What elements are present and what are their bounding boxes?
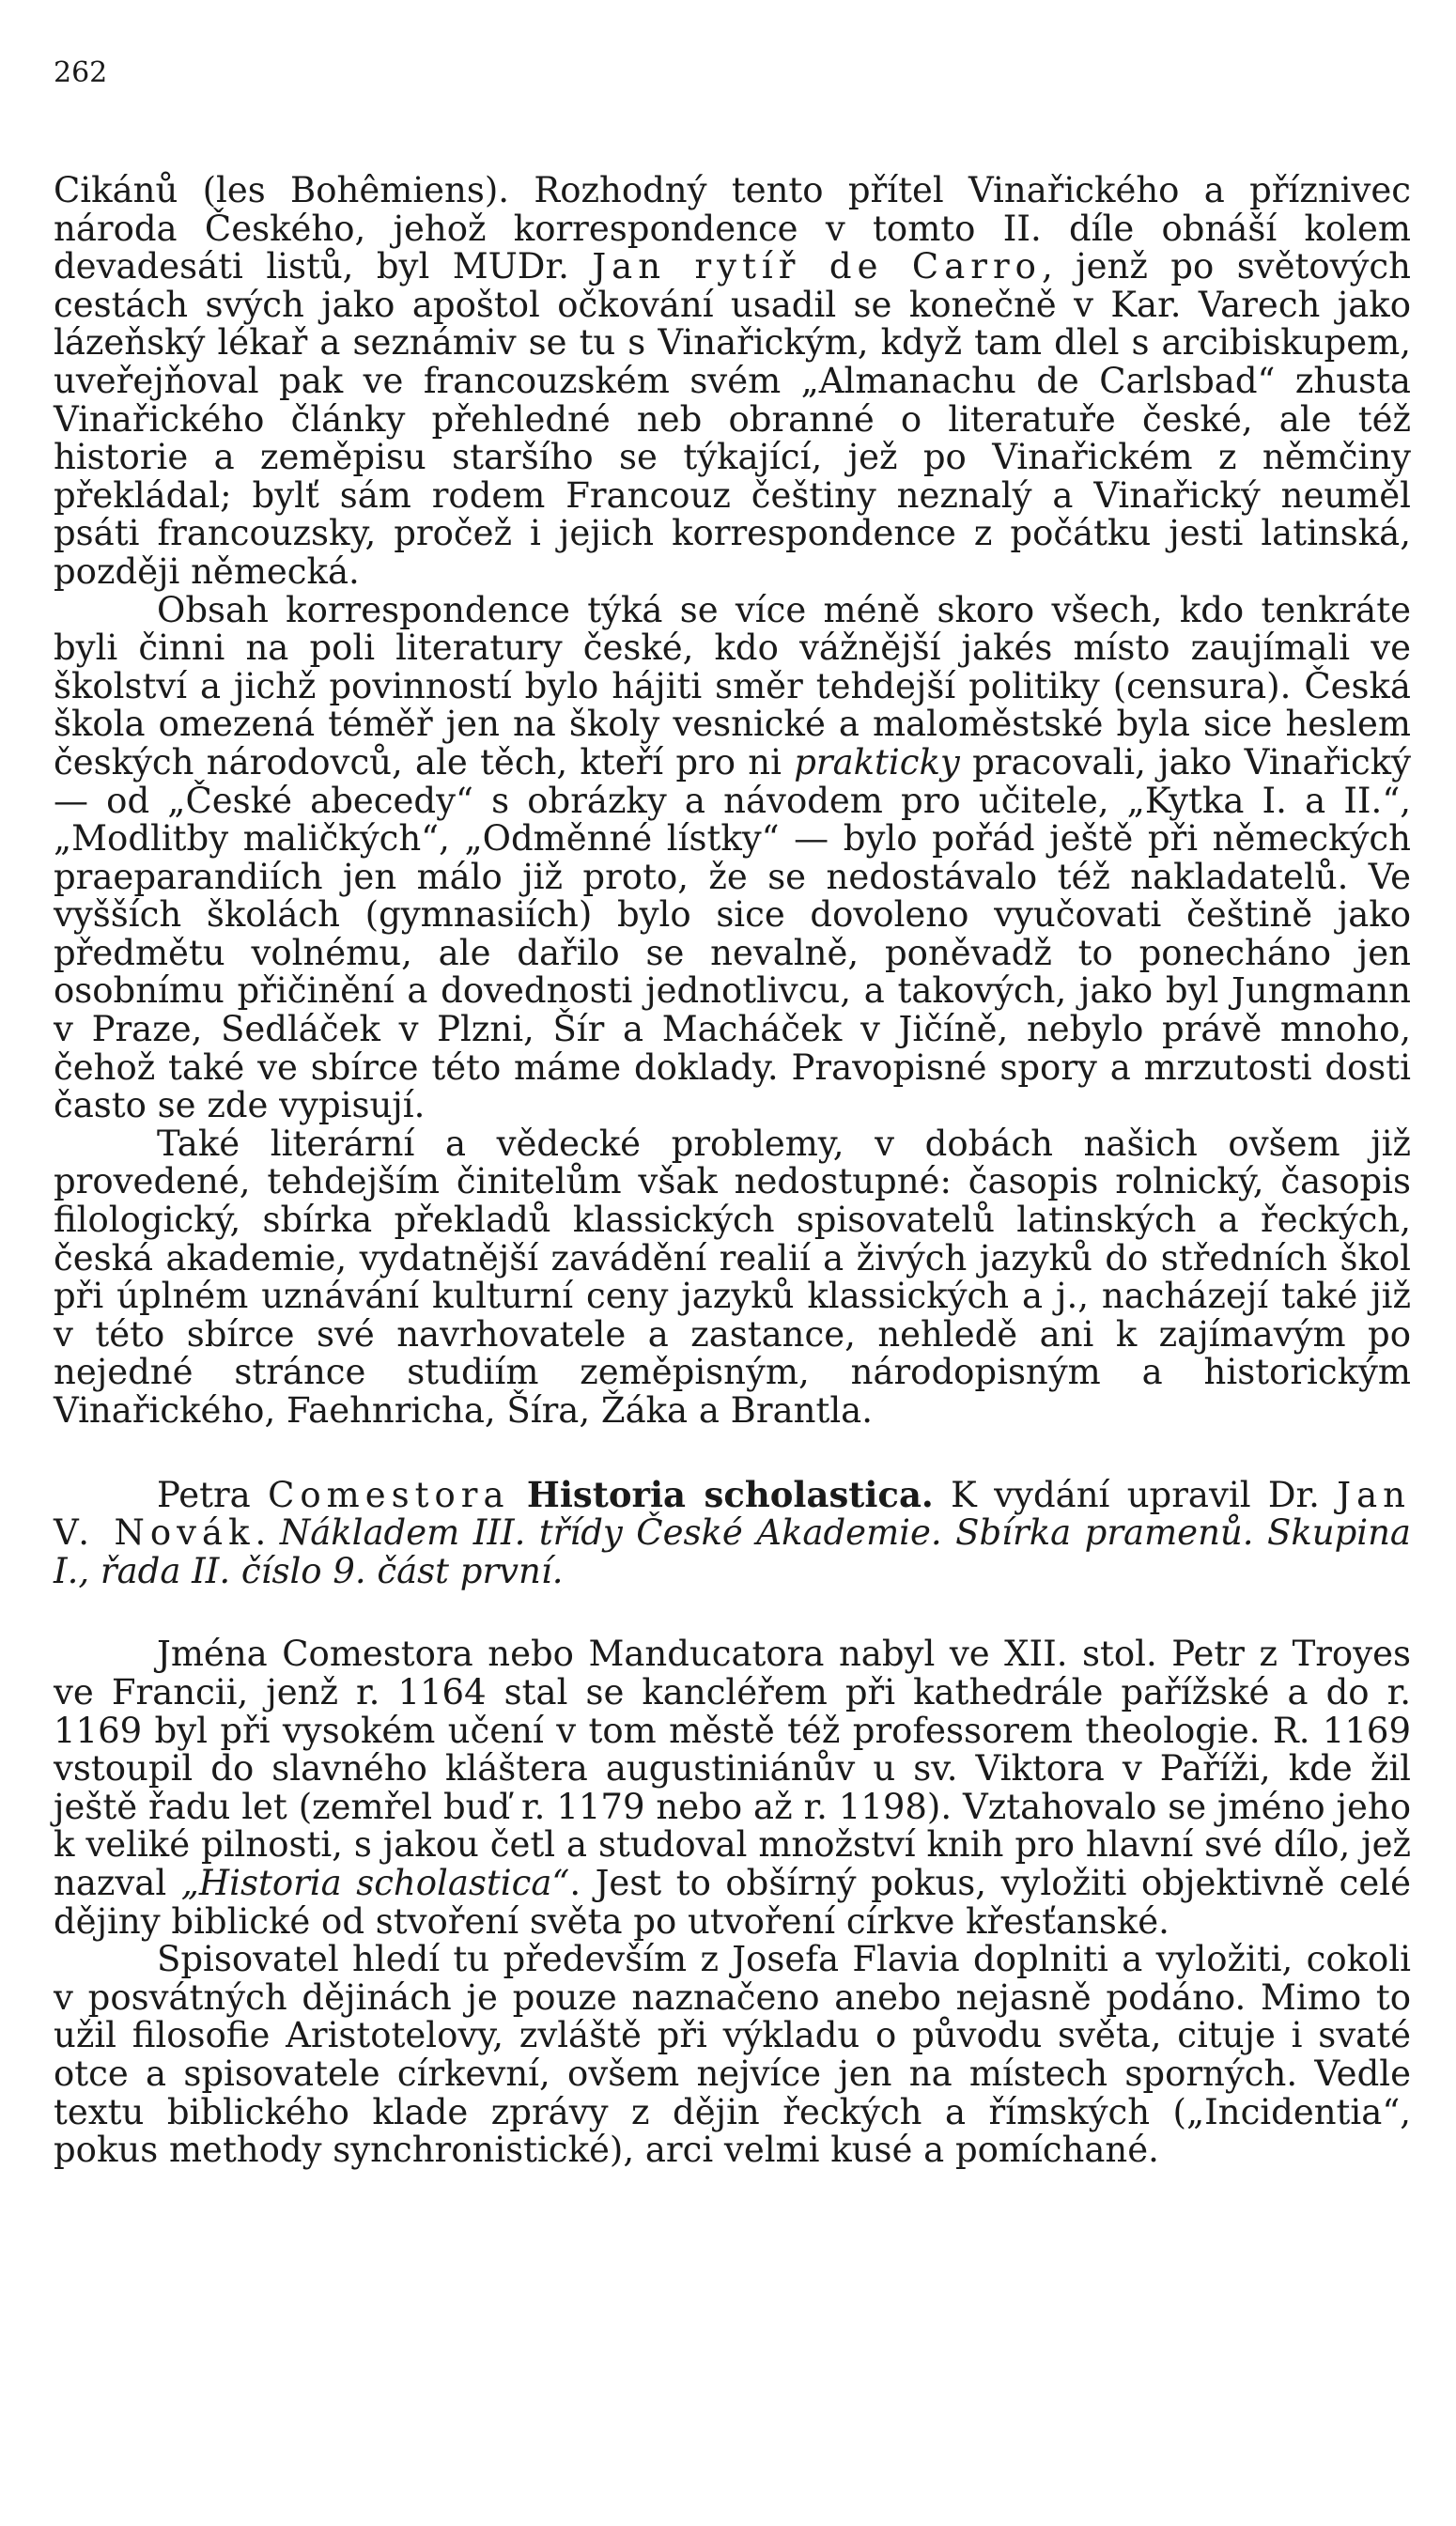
document-page	[54, 56, 1411, 2170]
page-number: 262	[54, 56, 108, 89]
text-run: Jan rytíř de Carro	[592, 246, 1042, 287]
text-run: K vydání upravil Dr.	[933, 1474, 1338, 1515]
paragraph-comestor-name	[54, 1635, 1411, 1941]
text-run	[510, 1475, 527, 1515]
paragraph-comestor-sources	[54, 1941, 1411, 2170]
review-heading-comestor	[54, 1473, 1411, 1591]
paragraph-problems	[54, 1125, 1411, 1431]
text-run: Petra	[157, 1474, 269, 1515]
text-run: Jan V. Novák	[54, 1474, 1411, 1554]
text-run: Nákladem III. třídy České Akademie. Sbírka pramenů. Skupina I., řada II. číslo 9. část první.	[54, 1512, 1411, 1591]
text-run: „Historia scholastica“	[180, 1862, 570, 1903]
text-run: Comestora	[268, 1474, 510, 1515]
text-run: Historia scholastica.	[526, 1473, 934, 1515]
paragraph-correspondence	[54, 589, 1411, 1126]
text-run: Cikánů (les Bohêmiens). Rozhodný tento přítel Vinařického a příznivec národa Českého, jehož korrespondence v tomto II. díle obnáší kolem devadesáti listů, byl MUDr.	[54, 170, 1411, 287]
text-run: pracovali, jako Vinařický — od „České abecedy“ s obrázky a návodem pro učitele, „Kytka I. a II.“, „Modlitby maličkých“, „Odměnné lístky“ — bylo pořád ještě při německých praeparandiích jen málo již proto, že se nedostávalo též nakladatelů. Ve vyšších školách (gymnasiích) bylo sice dovoleno vyučovati češtině jako předmětu volnému, ale dařilo se nevalně, poněvadž to ponecháno jen osobnímu přičinění a dovednosti jednotlivcu, a takových, jako byl Jungmann v Praze, Sedláček v Plzni, Šír a Macháček v Jičíně, nebylo právě mnoho, čehož také ve sbírce této máme doklady. Pravopisné spory a mrzutosti dosti často se zde vypisují.	[54, 741, 1411, 1126]
text-run: Jména Comestora nebo Manducatora nabyl ve XII. stol. Petr z Troyes ve Francii, jenž r. 1164 stal se kancléřem při kathedrále pařížské a do r. 1169 byl při vysokém učení v tom městě též professorem theologie. R. 1169 vstoupil do slavného kláštera augustiniánův u sv. Viktora v Paříži, kde žil ještě řadu let (zemřel buď r. 1179 nebo až r. 1198). Vztahovalo se jméno jeho k veliké pilnosti, s jakou četl a studoval množství knih pro hlavní své dílo, jež nazval	[54, 1634, 1411, 1903]
text-run: Také literární a vědecké problemy, v dobách našich ovšem již provedené, tehdejším činitelům však nedostupné: časopis rolnický, časopis filologický, sbírka překladů klassických spisovatelů latinských a řeckých, česká akademie, vydatnější zavádění realií a živých jazyků do středních škol při úplném uznávání kulturní ceny jazyků klassických a j., nacházejí také již v této sbírce své navrhovatele a zastance, nehledě ani k zajímavým po nejedné stránce studiím zeměpisným, národopisným a historickým Vinařického, Faehnricha, Šíra, Žáka a Brantla.	[54, 1123, 1411, 1431]
text-run: Obsah korrespondence týká se více méně skoro všech, kdo tenkráte byli činni na poli literatury české, kdo vážnější jakés místo zaujímali ve školství a jichž povinností bylo hájiti směr tehdejší politiky (censura). Česká škola omezená téměř jen na školy vesnické a maloměstské byla sice heslem českých národovců, ale těch, kteří pro ni	[54, 589, 1411, 783]
text-run: .	[255, 1512, 280, 1554]
text-run: . Jest to obšírný pokus, vyložiti objektivně celé dějiny biblické od stvoření světa po utvoření církve křesťanské.	[54, 1862, 1411, 1942]
paragraph-carro	[54, 172, 1411, 592]
text-run: Spisovatel hledí tu především z Josefa Flavia doplniti a vyložiti, cokoli v posvátných dějinách je pouze naznačeno anebo nejasně podáno. Mimo to užil filosofie Aristotelovy, zvláště při výkladu o původu světa, cituje i svaté otce a spisovatele církevní, ovšem nejvíce jen na místech sporných. Vedle textu biblického klade zprávy z dějin řeckých a římských („Incidentia“, pokus methody synchronistické), arci velmi kusé a pomíchané.	[54, 1939, 1411, 2171]
text-run: , jenž po světových cestách svých jako apoštol očkování usadil se konečně v Kar. Varech jako lázeňský lékař a seznámiv se tu s Vinařickým, když tam dlel s arcibiskupem, uveřejňoval pak ve francouzském svém „Almanachu de Carlsbad“ zhusta Vinařického články přehledné neb obranné o literatuře české, ale též historie a zeměpisu staršího se týkající, jež po Vinařickém z němčiny překládal; bylť sám rodem Francouz češtiny neznalý a Vinařický neuměl psáti francouzsky, pročež i jejich korrespondence z počátku jesti latinská, později německá.	[54, 246, 1411, 592]
text-run: prakticky	[794, 741, 960, 783]
